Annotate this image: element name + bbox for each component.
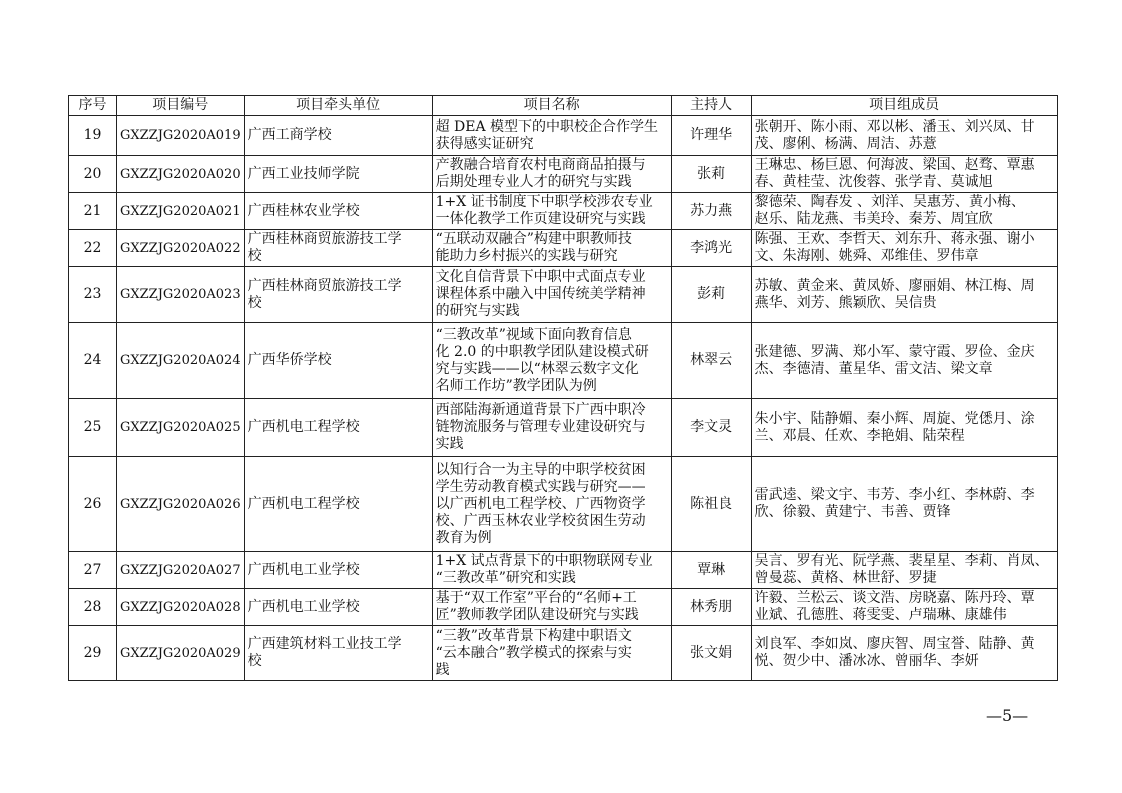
cell-no: 23 <box>69 267 117 323</box>
cell-no: 19 <box>69 116 117 156</box>
cell-unit: 广西机电工业学校 <box>244 552 432 589</box>
header-host: 主持人 <box>671 96 751 116</box>
cell-host: 陈祖良 <box>671 457 751 552</box>
cell-unit: 广西工业技师学院 <box>244 156 432 193</box>
cell-unit: 广西工商学校 <box>244 116 432 156</box>
cell-code: GXZZJG2020A023 <box>117 267 245 323</box>
cell-no: 22 <box>69 230 117 267</box>
cell-code: GXZZJG2020A022 <box>117 230 245 267</box>
cell-members: 许毅、兰松云、谈文浩、房晓嘉、陈丹玲、覃 业斌、孔德胜、蒋雯雯、卢瑞琳、康雄伟 <box>751 589 1057 626</box>
cell-no: 20 <box>69 156 117 193</box>
table-row <box>69 626 1058 681</box>
cell-host: 覃琳 <box>671 552 751 589</box>
cell-name: “五联动双融合”构建中职教师技 能助力乡村振兴的实践与研究 <box>432 230 671 267</box>
cell-code: GXZZJG2020A027 <box>117 552 245 589</box>
cell-code: GXZZJG2020A029 <box>117 626 245 681</box>
cell-no: 27 <box>69 552 117 589</box>
cell-no: 25 <box>69 399 117 457</box>
cell-members: 陈强、王欢、李哲天、刘东升、蒋永强、谢小 文、朱海刚、姚舜、邓维佳、罗伟章 <box>751 230 1057 267</box>
table-row <box>69 552 1058 589</box>
table-row <box>69 156 1058 193</box>
table-row <box>69 323 1058 399</box>
cell-no: 26 <box>69 457 117 552</box>
cell-unit: 广西桂林商贸旅游技工学 校 <box>244 230 432 267</box>
cell-code: GXZZJG2020A021 <box>117 193 245 230</box>
cell-unit: 广西桂林农业学校 <box>244 193 432 230</box>
cell-no: 21 <box>69 193 117 230</box>
table-row <box>69 230 1058 267</box>
cell-members: 刘良军、李如岚、廖庆智、周宝誉、陆静、黄 悦、贺少中、潘冰冰、曾丽华、李妍 <box>751 626 1057 681</box>
cell-host: 张莉 <box>671 156 751 193</box>
cell-host: 林翠云 <box>671 323 751 399</box>
table-row <box>69 457 1058 552</box>
cell-members: 张建德、罗满、郑小军、蒙守霞、罗俭、金庆 杰、李德清、董星华、雷文洁、梁文章 <box>751 323 1057 399</box>
cell-unit: 广西机电工程学校 <box>244 457 432 552</box>
table-row <box>69 193 1058 230</box>
cell-unit: 广西华侨学校 <box>244 323 432 399</box>
cell-code: GXZZJG2020A026 <box>117 457 245 552</box>
cell-name: “三教改革”视域下面向教育信息 化 2.0 的中职教学团队建设模式研 究与实践——以“林翠云数字文化 名师工作坊”教学团队为例 <box>432 323 671 399</box>
header-code: 项目编号 <box>117 96 245 116</box>
cell-name: 文化自信背景下中职中式面点专业 课程体系中融入中国传统美学精神 的研究与实践 <box>432 267 671 323</box>
cell-host: 林秀朋 <box>671 589 751 626</box>
table-row <box>69 267 1058 323</box>
cell-host: 许理华 <box>671 116 751 156</box>
table-row <box>69 116 1058 156</box>
cell-name: 产教融合培育农村电商商品拍摄与 后期处理专业人才的研究与实践 <box>432 156 671 193</box>
table-row <box>69 399 1058 457</box>
project-table <box>68 95 1058 681</box>
page-number: —5— <box>986 706 1029 725</box>
cell-host: 彭莉 <box>671 267 751 323</box>
cell-members: 朱小宇、陆静媚、秦小辉、周旋、党僁月、涂 兰、邓晨、任欢、李艳娟、陆荣程 <box>751 399 1057 457</box>
cell-unit: 广西建筑材料工业技工学 校 <box>244 626 432 681</box>
cell-members: 雷武逵、梁文宇、韦芳、李小红、李林蔚、李 欣、徐毅、黄建宁、韦善、贾锋 <box>751 457 1057 552</box>
cell-code: GXZZJG2020A020 <box>117 156 245 193</box>
cell-no: 28 <box>69 589 117 626</box>
cell-members: 张朝开、陈小雨、邓以彬、潘玉、刘兴凤、甘 茂、廖俐、杨满、周洁、苏薏 <box>751 116 1057 156</box>
header-members: 项目组成员 <box>751 96 1057 116</box>
header-no: 序号 <box>69 96 117 116</box>
cell-name: “三教”改革背景下构建中职语文 “云本融合”教学模式的探索与实 践 <box>432 626 671 681</box>
cell-members: 王琳忠、杨巨恩、何海波、梁国、赵骛、覃惠 春、黄桂莹、沈俊蓉、张学青、莫诚旭 <box>751 156 1057 193</box>
table-header-row <box>69 96 1058 116</box>
cell-name: 西部陆海新通道背景下广西中职冷 链物流服务与管理专业建设研究与 实践 <box>432 399 671 457</box>
cell-members: 苏敏、黄金来、黄凤娇、廖丽娟、林江梅、周 燕华、刘芳、熊颖欣、吴信贵 <box>751 267 1057 323</box>
cell-host: 李鸿光 <box>671 230 751 267</box>
cell-unit: 广西机电工程学校 <box>244 399 432 457</box>
cell-code: GXZZJG2020A024 <box>117 323 245 399</box>
cell-name: 超 DEA 模型下的中职校企合作学生 获得感实证研究 <box>432 116 671 156</box>
cell-no: 29 <box>69 626 117 681</box>
cell-code: GXZZJG2020A019 <box>117 116 245 156</box>
cell-host: 苏力燕 <box>671 193 751 230</box>
cell-name: 1+X 证书制度下中职学校涉农专业 一体化教学工作页建设研究与实践 <box>432 193 671 230</box>
cell-name: 基于“双工作室”平台的“名师+工 匠”教师教学团队建设研究与实践 <box>432 589 671 626</box>
cell-host: 张文娟 <box>671 626 751 681</box>
cell-code: GXZZJG2020A025 <box>117 399 245 457</box>
cell-members: 吴言、罗有光、阮学燕、裴星星、李莉、肖凤、 曾曼蕊、黄格、林世舒、罗捷 <box>751 552 1057 589</box>
header-name: 项目名称 <box>432 96 671 116</box>
cell-name: 1+X 试点背景下的中职物联网专业 “三教改革”研究和实践 <box>432 552 671 589</box>
cell-unit: 广西机电工业学校 <box>244 589 432 626</box>
cell-no: 24 <box>69 323 117 399</box>
table-row <box>69 589 1058 626</box>
cell-host: 李文灵 <box>671 399 751 457</box>
cell-members: 黎德荣、陶春发 、刘洋、吴惠芳、黄小梅、 赵乐、陆龙燕、韦美玲、秦芳、周宜欣 <box>751 193 1057 230</box>
cell-code: GXZZJG2020A028 <box>117 589 245 626</box>
cell-unit: 广西桂林商贸旅游技工学 校 <box>244 267 432 323</box>
cell-name: 以知行合一为主导的中职学校贫困 学生劳动教育模式实践与研究—— 以广西机电工程学校、广西物资学 校、广西玉林农业学校贫困生劳动 教育为例 <box>432 457 671 552</box>
header-unit: 项目牵头单位 <box>244 96 432 116</box>
